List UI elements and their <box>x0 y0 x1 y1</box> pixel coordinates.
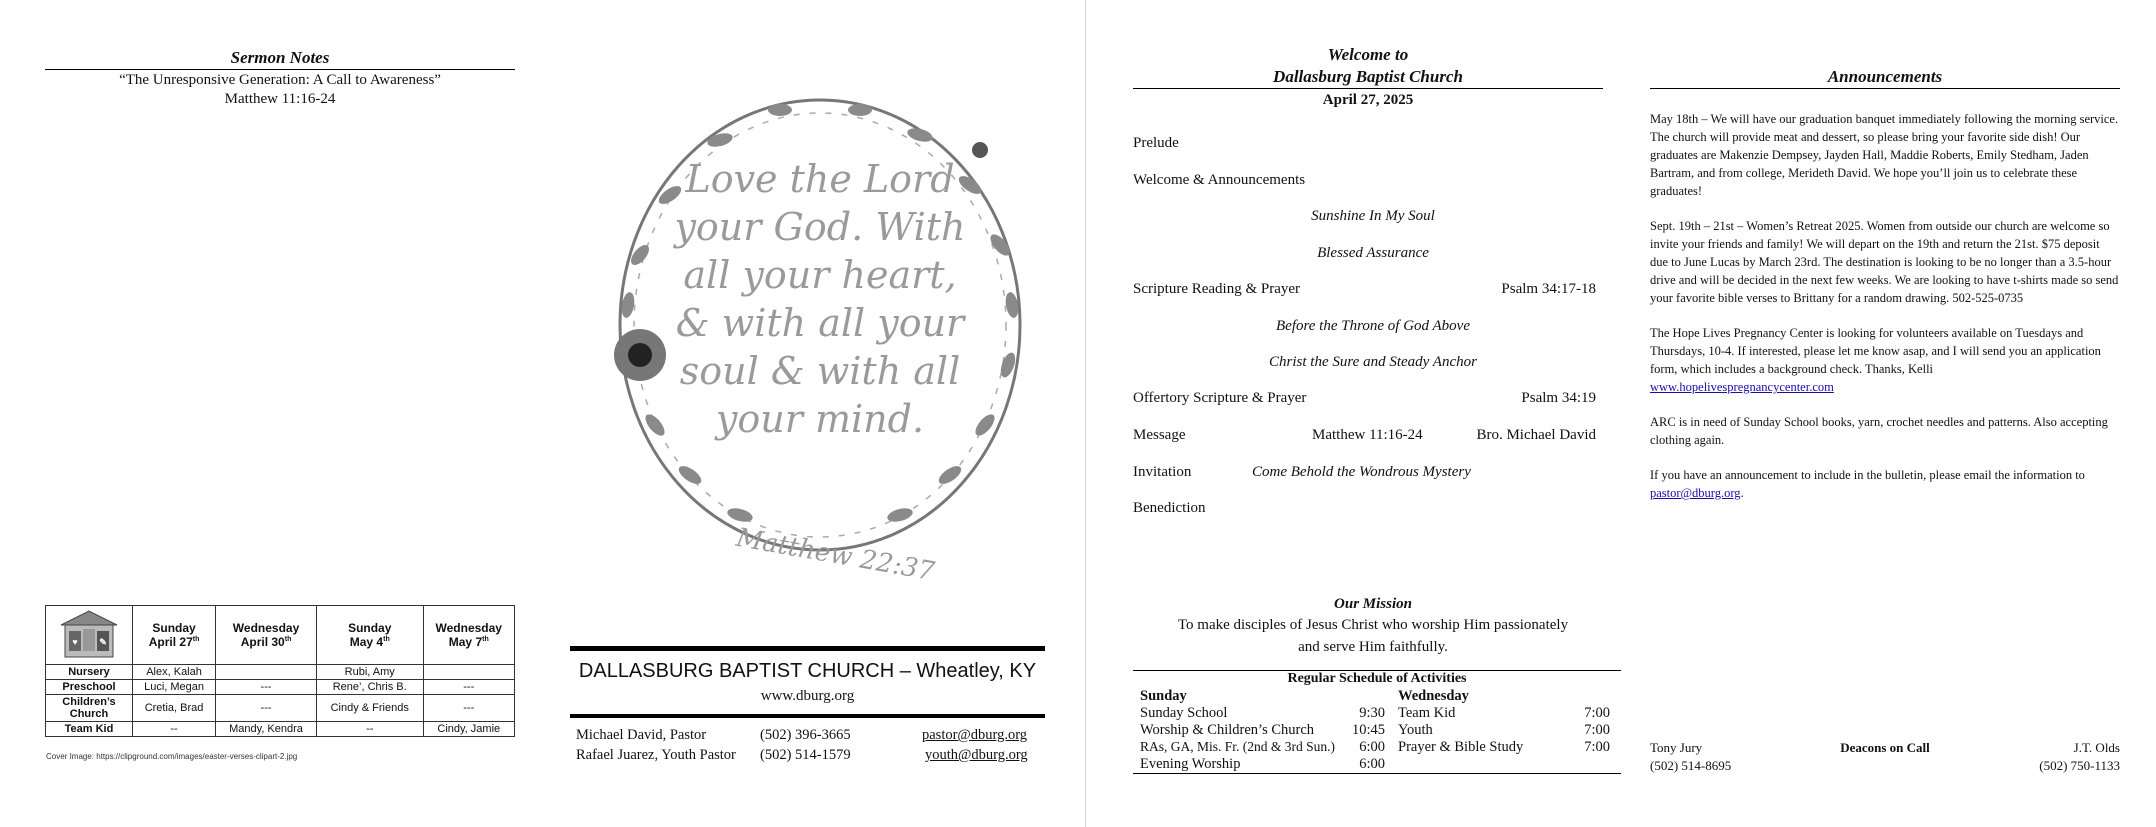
page-fold-divider <box>1085 0 1086 827</box>
serving-header-row <box>46 606 515 665</box>
order-invitation-label: Invitation <box>1133 464 1192 480</box>
list-item-time: 7:00 <box>1584 739 1610 755</box>
mission-heading: Our Mission <box>1334 596 1412 612</box>
schedule-wednesday-heading: Wednesday <box>1398 688 1469 704</box>
row-label: Team Kid <box>46 722 133 737</box>
deacons-on-call-heading: Deacons on Call <box>1840 740 1930 755</box>
deacon-right-phone: (502) 750-1133 <box>2039 758 2120 773</box>
svg-text:✎: ✎ <box>99 636 107 647</box>
table-cell: --- <box>216 695 317 722</box>
verse-line: & with all your <box>675 301 965 345</box>
row-label: Preschool <box>46 680 133 695</box>
order-message-label: Message <box>1133 427 1186 443</box>
table-cell: Cindy & Friends <box>316 695 423 722</box>
service-date: April 27, 2025 <box>1322 92 1414 108</box>
sermon-title: “The Unresponsive Generation: A Call to Awareness” <box>119 72 441 88</box>
table-row <box>46 722 515 737</box>
sermon-heading-rule <box>45 69 515 70</box>
announcement-item: If you have an announcement to include in the bulletin, please email the information to pastor@dburg.org. <box>1650 468 2085 500</box>
announcement-item <box>1650 324 2120 396</box>
list-item: Team Kid <box>1398 705 1456 721</box>
table-cell: --- <box>423 680 514 695</box>
welcome-rule <box>1133 88 1603 89</box>
church-website: www.dburg.org <box>760 688 855 704</box>
serving-schedule-table <box>45 605 515 737</box>
list-item-time: 9:30 <box>1359 705 1385 721</box>
serving-col-1: Sunday April 27th <box>133 606 216 665</box>
table-cell: -- <box>133 722 216 737</box>
order-benediction: Benediction <box>1133 500 1206 516</box>
serving-col-4: Wednesday May 7th <box>423 606 514 665</box>
song-1: Sunshine In My Soul <box>1311 208 1435 224</box>
verse-line: Love the Lord <box>685 157 955 201</box>
deacon-left-phone: (502) 514-8695 <box>1650 758 1732 773</box>
row-label: Children’s Church <box>46 695 133 722</box>
table-cell: Alex, Kalah <box>133 665 216 680</box>
order-message-speaker: Bro. Michael David <box>1476 427 1596 443</box>
sermon-reference: Matthew 11:16-24 <box>224 91 336 107</box>
staff-name-pastor: Michael David, Pastor <box>576 727 707 743</box>
staff-phone-youth: (502) 514-1579 <box>760 747 851 763</box>
list-item: Evening Worship <box>1140 756 1241 772</box>
cover-citation: Matthew 22:37 <box>733 522 937 588</box>
table-row <box>46 665 515 680</box>
deacon-right-name: J.T. Olds <box>2073 740 2120 755</box>
table-cell: Mandy, Kendra <box>216 722 317 737</box>
announcements-rule <box>1650 88 2120 89</box>
bulletin-email-link[interactable]: pastor@dburg.org <box>1650 486 1741 500</box>
list-item: Sunday School <box>1140 705 1228 721</box>
list-item-time: 10:45 <box>1351 722 1385 738</box>
list-item-time: 6:00 <box>1359 756 1385 772</box>
schedule-bottom-rule <box>1133 773 1621 774</box>
verse-line: all your heart, <box>683 253 957 297</box>
schedule-heading: Regular Schedule of Activities <box>1287 671 1467 686</box>
table-cell <box>216 665 317 680</box>
cover-verse <box>660 155 980 443</box>
verse-line: soul & with all <box>679 349 961 393</box>
church-logo-icon <box>57 609 121 659</box>
verse-line: your God. With <box>674 205 966 249</box>
announcements-heading: Announcements <box>1827 67 1943 86</box>
announcements-body <box>1650 110 2120 519</box>
pastor-email-link[interactable]: pastor@dburg.org <box>922 727 1028 743</box>
order-scripture-ref: Psalm 34:17-18 <box>1501 281 1596 297</box>
order-message-ref: Matthew 11:16-24 <box>1312 427 1423 443</box>
table-cell: Rubi, Amy <box>316 665 423 680</box>
order-offertory-ref: Psalm 34:19 <box>1521 390 1596 406</box>
list-item: Youth <box>1398 722 1433 738</box>
schedule-block <box>1140 688 1615 776</box>
table-cell: Luci, Megan <box>133 680 216 695</box>
order-offertory-label: Offertory Scripture & Prayer <box>1133 390 1307 406</box>
song-3: Before the Throne of God Above <box>1276 318 1470 334</box>
song-2: Blessed Assurance <box>1317 245 1429 261</box>
announcement-item: ARC is in need of Sunday School books, yarn, crochet needles and patterns. Also accepting clothing again. <box>1650 415 2108 447</box>
list-item-time: 7:00 <box>1584 722 1610 738</box>
order-scripture-label: Scripture Reading & Prayer <box>1133 281 1301 297</box>
welcome-line-2: Dallasburg Baptist Church <box>1273 67 1463 86</box>
mission-line-2: and serve Him faithfully. <box>1298 639 1448 655</box>
table-cell: Cretia, Brad <box>133 695 216 722</box>
list-item-time: 7:00 <box>1584 705 1610 721</box>
staff-name-youth: Rafael Juarez, Youth Pastor <box>576 747 736 763</box>
church-logo-cell <box>46 606 133 665</box>
youth-email-link[interactable]: youth@dburg.org <box>925 747 1028 763</box>
serving-col-2: Wednesday April 30th <box>216 606 317 665</box>
table-row <box>46 695 515 722</box>
list-item: Prayer & Bible Study <box>1398 739 1524 755</box>
staff-phone-pastor: (502) 396-3665 <box>760 727 851 743</box>
svg-text:♥: ♥ <box>72 636 78 647</box>
serving-col-3: Sunday May 4th <box>316 606 423 665</box>
table-row <box>46 680 515 695</box>
welcome-line-1: Welcome to <box>1327 45 1409 64</box>
schedule-sunday-heading: Sunday <box>1140 688 1187 704</box>
announcement-text: If you have an announcement to include in the bulletin, please email the information to <box>1650 468 2085 482</box>
row-label: Nursery <box>46 665 133 680</box>
list-item: RAs, GA, Mis. Fr. (2nd & 3rd Sun.) <box>1140 739 1336 754</box>
table-cell <box>423 665 514 680</box>
order-invitation-song: Come Behold the Wondrous Mystery <box>1252 464 1471 480</box>
masthead-bottom-rule <box>570 714 1045 718</box>
table-cell: Rene’, Chris B. <box>316 680 423 695</box>
announcement-text: The Hope Lives Pregnancy Center is looking for volunteers available on Tuesdays and Thursdays, 10-4. If interested, please let me know asap, and I will send you an application form, which includes a background check. Thanks, Kelli <box>1650 326 2101 376</box>
deacon-left-name: Tony Jury <box>1650 740 1703 755</box>
table-cell: -- <box>316 722 423 737</box>
masthead-top-rule <box>570 646 1045 651</box>
order-welcome-announcements: Welcome & Announcements <box>1133 172 1306 188</box>
song-4: Christ the Sure and Steady Anchor <box>1269 354 1477 370</box>
pregnancy-center-link[interactable]: www.hopelivespregnancycenter.com <box>1650 380 1834 394</box>
cover-image-credit: Cover Image: https://clipground.com/images/easter-verses-clipart-2.jpg <box>46 752 298 761</box>
table-cell: --- <box>216 680 317 695</box>
order-prelude: Prelude <box>1133 135 1179 151</box>
list-item-time: 6:00 <box>1359 739 1385 755</box>
verse-line: your mind. <box>715 397 925 441</box>
church-name-line: DALLASBURG BAPTIST CHURCH – Wheatley, KY <box>578 660 1037 682</box>
table-cell: --- <box>423 695 514 722</box>
table-cell: Cindy, Jamie <box>423 722 514 737</box>
announcement-item: Sept. 19th – 21st – Women’s Retreat 2025. Women from outside our church are welcome so invite your friends and family! We will depart on the 19th and return the 21st. $75 deposit due to June Lucas by March 23rd. The destination is looking to be no longer than a 3.5-hour drive and will be decided in the next few weeks. We are looking to have t-shirts made so send your favorite bible verses to Brittany for a random drawing. 502-525-0735 <box>1650 219 2119 305</box>
announcement-item: May 18th – We will have our graduation banquet immediately following the morning service. The church will provide meat and dessert, so please bring your favorite side dish! Our graduates are Makenzie Dempsey, Jayden Hall, Maddie Roberts, Emily Stedham, Jaden Bartram, and from college, Merideth David. We hope you’ll join us to celebrate these graduates! <box>1650 112 2119 198</box>
mission-line-1: To make disciples of Jesus Christ who worship Him passionately <box>1177 617 1569 633</box>
list-item: Worship & Children’s Church <box>1140 722 1315 738</box>
sermon-notes-heading: Sermon Notes <box>230 48 330 67</box>
